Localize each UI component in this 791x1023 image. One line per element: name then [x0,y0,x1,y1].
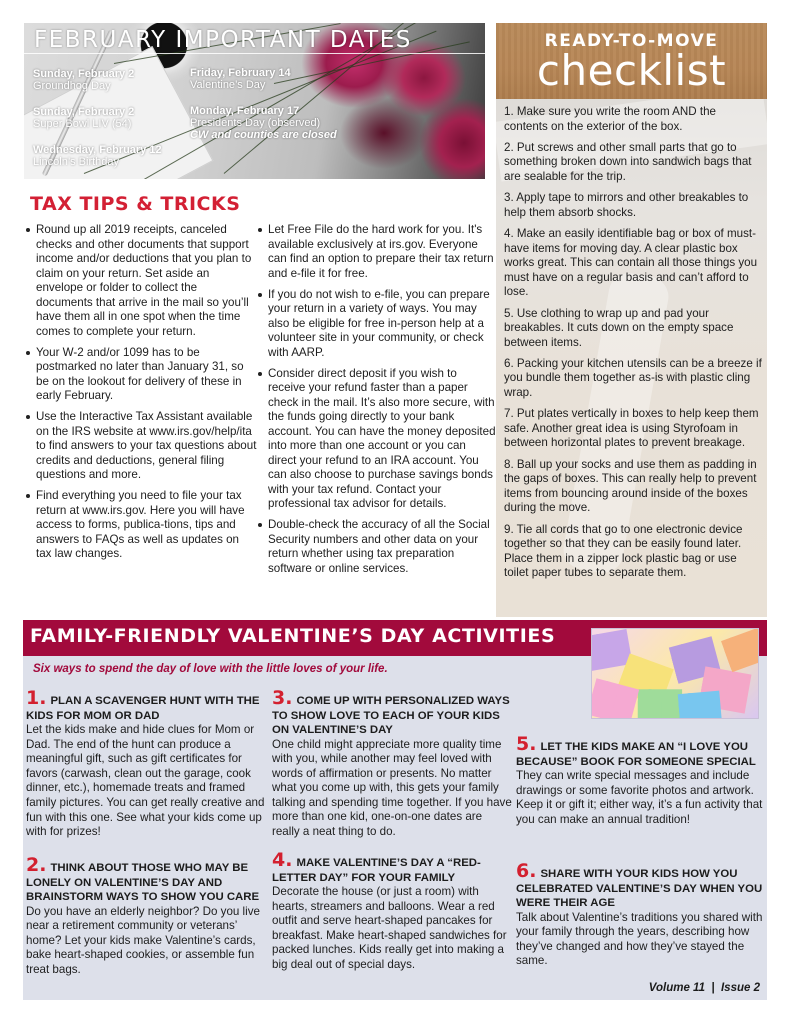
activity-heading-text: COME UP WITH PERSONALIZED WAYS TO SHOW LOVE TO EACH OF YOUR KIDS ON VALENTINE’S DAY [272,695,510,736]
event-date: Wednesday, February 12 [33,144,162,156]
tax-tip-item: Let Free File do the hard work for you. It's available exclusively at irs.gov. Everyone can find an option to prepare their tax return and e-file it for free. [257,223,497,281]
activity-heading [516,733,764,769]
checklist-item: 4. Make an easily identifiable bag or box of must-have items for moving day. A clear plastic box works great. This can contain all those things you must have on a regular basis and can’t afford to lose. [504,226,758,299]
activity-body: One child might appreciate more quality time with you, while another may feel loved with words of affirmation or presents. No matter what you come up with, this gets your family talking and spending time together. If you have more than one kid, one-on-one dates are really a neat thing to do. [272,737,512,839]
activity-heading-text: LET THE KIDS MAKE AN “I LOVE YOU BECAUSE” BOOK FOR SOMEONE SPECIAL [516,741,756,768]
activity-item [272,687,512,840]
activity-item [516,860,764,969]
activity-heading [272,687,512,738]
candy-heart-icon [721,628,759,672]
activity-body: Talk about Valentine’s traditions you shared with your family through the years, describing how they’ve changed and how they’ve stayed the same. [516,910,763,968]
tax-tips-column-2 [257,223,497,583]
event-item [190,67,291,91]
tax-tip-item: Find everything you need to file your tax return at www.irs.gov. Here you will have access to forms, publica-tions, tips and answers to FAQs as well as updates on tax law changes. [25,489,257,562]
event-item [190,105,337,141]
tax-tip-item: Use the Interactive Tax Assistant available on the IRS website at www.irs.gov/help/ita to find answers to your tax questions about credits and deductions, general filing questions and more. [25,410,257,483]
activity-heading [26,687,266,723]
event-item [33,68,134,92]
activity-heading-text: MAKE VALENTINE’S DAY A “RED-LETTER DAY” FOR YOUR FAMILY [272,857,481,884]
event-name: Valentine’s Day [190,79,266,91]
candy-heart-icon [638,689,682,719]
tax-tip-item: If you do not wish to e-file, you can prepare your return in a variety of ways. You may also be eligible for free in-person help at a volunteer site in your community, or check with AARP. [257,288,497,361]
event-note: CW and counties are closed [190,129,337,141]
tax-tip-item: Consider direct deposit if you wish to receive your refund faster than a paper check in the mail. It’s also more secure, with the funds going directly to your bank account. You can have the money deposited into more than one account or you can direct your refund to an IRA account. You can also choose to purchase savings bonds with your tax refund. Contact your professional tax advisor for details. [257,367,497,512]
activity-body: Let the kids make and hide clues for Mom or Dad. The end of the hunt can produce a meaningful gift, such as gift certificates for favors (carwash, clean out the garage, cook dinner, etc.), homemade treats and framed family pictures. You can get really creative and fun with this one. See what your kids come up with for prizes! [26,723,265,839]
checklist-items [504,105,762,588]
moving-checklist-panel [496,23,767,617]
activity-heading-text: THINK ABOUT THOSE WHO MAY BE LONELY ON VALENTINE’S DAY AND BRAINSTORM WAYS TO SHOW YOU CARE [26,862,260,903]
activity-number: 2. [26,854,47,876]
activity-heading [516,860,764,911]
activity-heading [26,854,266,905]
activity-heading [272,849,512,885]
candy-heart-icon [678,691,723,719]
event-date: Friday, February 14 [190,67,291,79]
tax-tips-column-1 [25,223,257,568]
checklist-kicker: READY-TO-MOVE [544,31,719,51]
activity-body: They can write special messages and include drawings or some favorite photos and artwork. Keep it or gift it; either way, it’s a fun activity that you can make an annual tradition! [516,769,763,826]
event-name: Lincoln’s Birthday [33,156,120,168]
checklist-item: 6. Packing your kitchen utensils can be a breeze if you bundle them together as-is with plastic cling wrap. [504,356,762,400]
activity-heading-text: PLAN A SCAVENGER HUNT WITH THE KIDS FOR MOM OR DAD [26,695,260,722]
activity-number: 6. [516,860,537,882]
volume-issue-label: Volume 11 | Issue 2 [648,982,760,994]
checklist-item: 7. Put plates vertically in boxes to help keep them safe. Another great idea is using Styrofoam in between horizontal plates to prevent breakage. [504,407,759,450]
checklist-item: 2. Put screws and other small parts that go to something broken down into sandwich bags that are sealable for the trip. [504,140,752,183]
tax-tips-title: TAX TIPS & TRICKS [30,193,241,215]
activity-item [272,849,512,973]
february-dates-panel [24,23,485,179]
activity-heading-text: SHARE WITH YOUR KIDS HOW YOU CELEBRATED VALENTINE’S DAY WHEN YOU WERE THEIR AGE [516,868,763,909]
checklist-header [496,23,767,99]
checklist-item: 9. Tie all cords that go to one electronic device together so that they can be easily found later. Place them in a zipper lock plastic bag or use toilet paper tubes to separate them. [504,522,743,580]
checklist-item: 1. Make sure you write the room AND the contents on the exterior of the box. [504,105,716,133]
event-date: Monday, February 17 [190,105,300,117]
activity-item [26,854,266,977]
valentine-subtitle: Six ways to spend the day of love with the little loves of your life. [33,663,388,675]
activity-item [516,733,764,827]
event-item [33,144,162,168]
valentine-section-title: FAMILY-FRIENDLY VALENTINE’S DAY ACTIVITIES [30,625,556,647]
checklist-item: 8. Ball up your socks and use them as padding in the gaps of boxes. This can really help to prevent items from bouncing around inside of the boxes during the move. [504,457,757,515]
event-name: Super Bowl LIV (54) [33,118,132,130]
activity-body: Do you have an elderly neighbor? Do you live near a retirement community or veterans’ home? Let your kids make Valentine’s cards, bake heart-shaped cookies, or assemble fun treat bags. [26,904,260,976]
activity-number: 1. [26,687,47,709]
event-date: Sunday, February 2 [33,106,135,118]
checklist-item: 3. Apply tape to mirrors and other breakables to help them absorb shocks. [504,191,749,219]
activity-number: 5. [516,733,537,755]
event-date: Sunday, February 2 [33,68,135,80]
event-name: Presidents Day (observed) [190,117,321,129]
event-item [33,106,134,130]
activity-body: Decorate the house (or just a room) with hearts, streamers and balloons. Wear a red outfit and serve heart-shaped pancakes for breakfast. Make heart-shaped sandwiches for packed lunches. Kids really get into making a big deal out of special days. [272,885,507,971]
tax-tip-item: Your W-2 and/or 1099 has to be postmarked no later than January 31, so be on the lookout for delivery of these in early February. [25,346,257,404]
activity-number: 4. [272,849,293,871]
checklist-title: checklist [536,46,727,95]
activity-item [26,687,266,840]
checklist-item: 5. Use clothing to wrap up and pad your breakables. It cuts down on the empty space between items. [504,306,734,349]
event-name: Groundhog Day [33,80,111,92]
tax-tip-item: Double-check the accuracy of all the Social Security numbers and other data on your return whether using tax preparation software or online services. [257,518,497,576]
activity-number: 3. [272,687,293,709]
title-underline [24,53,485,54]
candy-hearts-photo-icon [591,628,759,719]
tax-tip-item: Round up all 2019 receipts, canceled checks and other documents that support income and/or deductions that you plan to claim on your return. Set aside an envelope or folder to collect the documents that arrive in the mail so you’ll have them all in one spot when the time comes to complete your return. [25,223,257,339]
february-dates-title: FEBRUARY IMPORTANT DATES [34,27,412,53]
